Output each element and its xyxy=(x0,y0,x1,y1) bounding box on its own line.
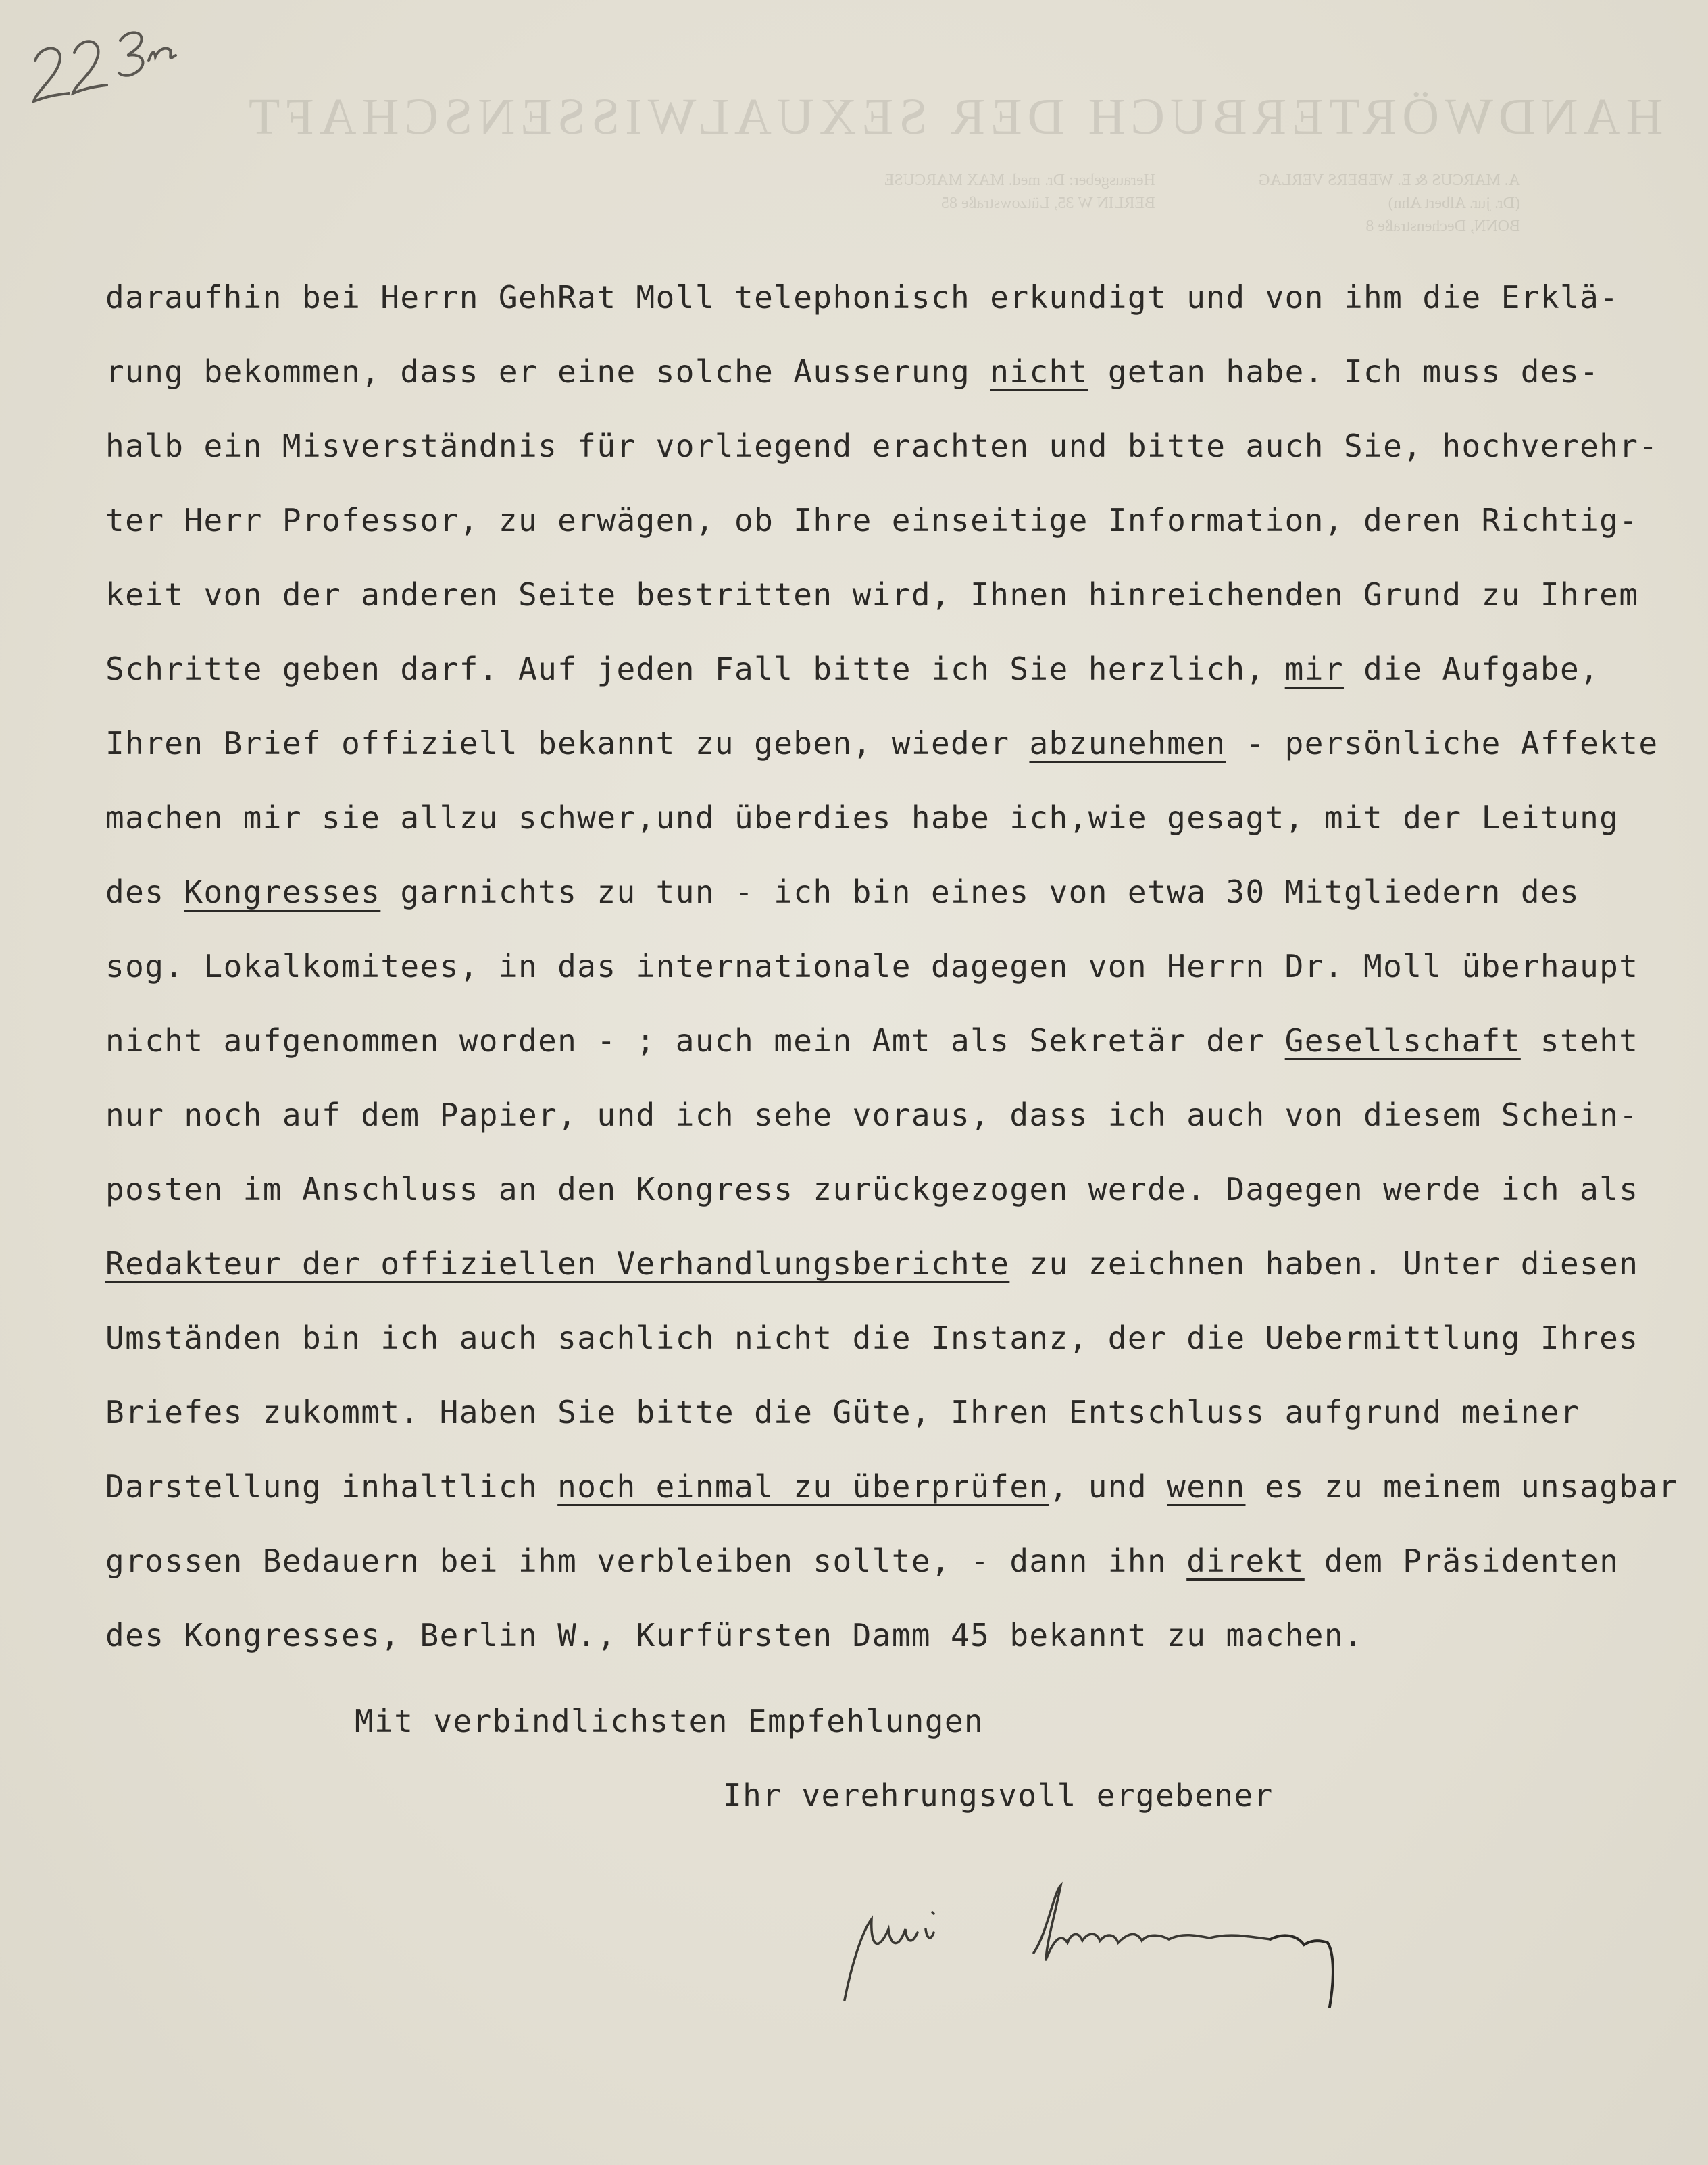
line-text: Umständen bin ich auch sachlich nicht die Instanz, der die Uebermittlung Ihres xyxy=(105,1320,1639,1356)
line-text: daraufhin bei Herrn GehRat Moll telephonisch erkundigt und von ihm die Erklä- xyxy=(105,279,1619,316)
line-text: machen mir sie allzu schwer,und überdies habe ich,wie gesagt, mit der Leitung xyxy=(105,799,1619,836)
line-text: , und xyxy=(1049,1468,1167,1505)
underlined-text: Kongresses xyxy=(184,874,381,910)
line-text: sog. Lokalkomitees, in das internationale dagegen von Herrn Dr. Moll überhaupt xyxy=(105,948,1639,985)
body-line xyxy=(105,1226,1659,1301)
letterhead-line: BONN, Dechenstraße 8 xyxy=(1365,218,1520,235)
underlined-text: Gesellschaft xyxy=(1284,1022,1521,1059)
line-text: garnichts zu tun - ich bin eines von etwa 30 Mitgliedern des xyxy=(380,874,1580,910)
underlined-text: direkt xyxy=(1186,1543,1305,1579)
body-line xyxy=(105,483,1659,557)
line-text: die Aufgabe, xyxy=(1343,651,1600,687)
letterhead-title: HANDWÖRTERBUCH DER SEXUALWISSENSCHAFT xyxy=(243,89,1663,145)
line-text: Schritte geben darf. Auf jeden Fall bitte ich Sie herzlich, xyxy=(105,651,1285,687)
body-line xyxy=(105,409,1659,483)
signature-handwriting xyxy=(831,1865,1405,2014)
letter-body xyxy=(105,260,1678,1672)
line-text: Darstellung inhaltlich xyxy=(105,1468,558,1505)
letterhead-line: (Dr. jur. Albert Ahn) xyxy=(1388,195,1520,212)
line-text: halb ein Misverständnis für vorliegend erachten und bitte auch Sie, hochverehr- xyxy=(105,428,1659,464)
body-line xyxy=(105,632,1659,706)
line-text: getan habe. Ich muss des- xyxy=(1088,353,1600,390)
line-text: nicht aufgenommen worden - ; auch mein Amt als Sekretär der xyxy=(105,1022,1285,1059)
body-line xyxy=(105,260,1659,334)
line-text: keit von der anderen Seite bestritten wird, Ihnen hinreichenden Grund zu Ihrem xyxy=(105,576,1639,613)
body-line xyxy=(105,1524,1659,1598)
underlined-text: noch einmal zu überprüfen xyxy=(557,1468,1049,1505)
underlined-text: wenn xyxy=(1167,1468,1246,1505)
body-line xyxy=(105,1152,1659,1226)
line-text: grossen Bedauern bei ihm verbleiben sollte, - dann ihn xyxy=(105,1543,1187,1579)
line-text: nur noch auf dem Papier, und ich sehe voraus, dass ich auch von diesem Schein- xyxy=(105,1097,1639,1133)
body-line xyxy=(105,929,1659,1003)
letterhead-line: A. MARCUS & E. WEBERS VERLAG xyxy=(1258,172,1520,189)
line-text: des Kongresses, Berlin W., Kurfürsten Damm 45 bekannt zu machen. xyxy=(105,1617,1364,1653)
body-line xyxy=(105,1449,1678,1524)
archive-number xyxy=(27,20,182,108)
line-text: des xyxy=(105,874,184,910)
line-text: ter Herr Professor, zu erwägen, ob Ihre einseitige Information, deren Richtig- xyxy=(105,502,1639,539)
body-line xyxy=(105,780,1659,855)
body-line xyxy=(105,1078,1659,1152)
line-text: posten im Anschluss an den Kongress zurückgezogen werde. Dagegen werde ich als xyxy=(105,1171,1639,1208)
body-line xyxy=(105,334,1659,409)
line-text: Briefes zukommt. Haben Sie bitte die Güte, Ihren Entschluss aufgrund meiner xyxy=(105,1394,1580,1430)
line-text: dem Präsidenten xyxy=(1304,1543,1619,1579)
body-line xyxy=(105,557,1659,632)
letterhead-editor xyxy=(884,169,1155,215)
underlined-text: mir xyxy=(1284,651,1344,687)
closing-line: Mit verbindlichsten Empfehlungen xyxy=(355,1703,984,1739)
line-text: - persönliche Affekte xyxy=(1226,725,1659,762)
underlined-text: nicht xyxy=(990,353,1088,390)
signature xyxy=(831,1865,1405,2014)
line-text: es zu meinem unsagbar xyxy=(1245,1468,1678,1505)
body-line xyxy=(105,1301,1659,1375)
body-line xyxy=(105,1003,1659,1078)
line-text: steht xyxy=(1520,1022,1639,1059)
body-line xyxy=(105,706,1659,780)
archive-number-handwriting xyxy=(27,20,182,108)
body-line xyxy=(105,1598,1659,1672)
line-text: rung bekommen, dass er eine solche Ausserung xyxy=(105,353,990,390)
letterhead-line: Herausgeber: Dr. med. MAX MARCUSE xyxy=(884,172,1155,189)
letterhead-publisher xyxy=(1258,169,1520,238)
letterhead-line: BERLIN W 35, Lützowstraße 85 xyxy=(940,195,1155,212)
body-line xyxy=(105,855,1659,929)
line-text: Ihren Brief offiziell bekannt zu geben, wieder xyxy=(105,725,1030,762)
underlined-text: Redakteur der offiziellen Verhandlungsberichte xyxy=(105,1245,1010,1282)
line-text: zu zeichnen haben. Unter diesen xyxy=(1009,1245,1639,1282)
body-line xyxy=(105,1375,1659,1449)
salutation-line: Ihr verehrungsvoll ergebener xyxy=(723,1777,1274,1814)
letterhead-bleed-through xyxy=(169,81,1663,270)
underlined-text: abzunehmen xyxy=(1029,725,1226,762)
